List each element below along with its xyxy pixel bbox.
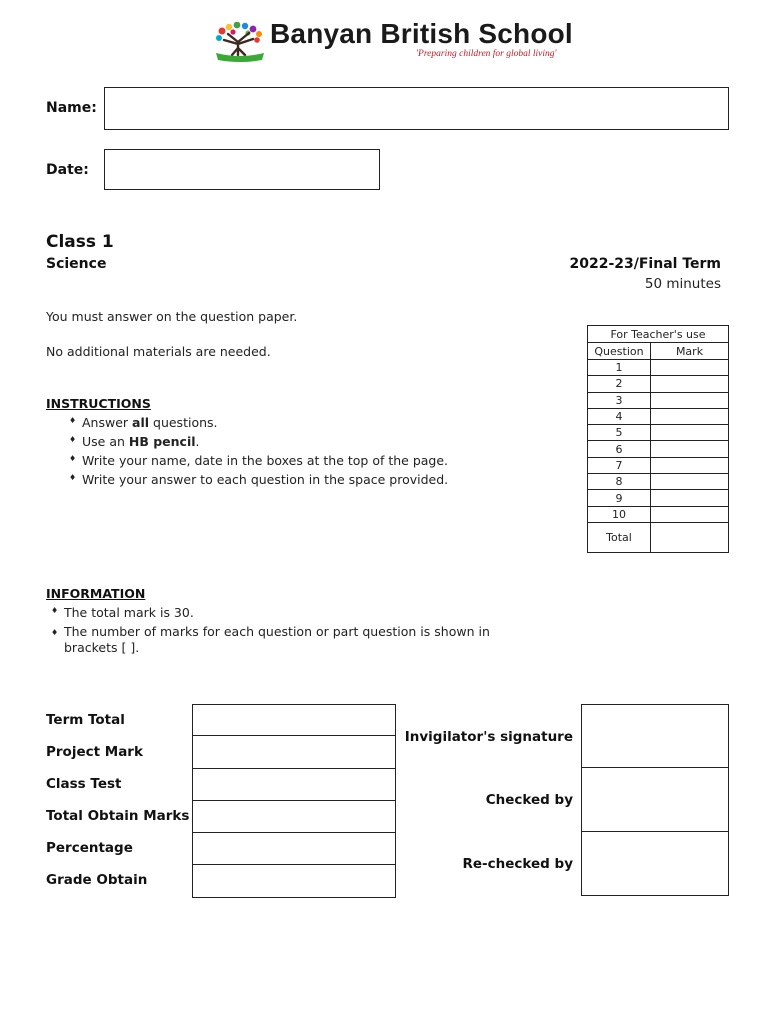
total-obtain-label: Total Obtain Marks — [46, 808, 190, 824]
information-item: ♦ The total mark is 30. — [64, 605, 490, 624]
grade-obtain-field[interactable] — [192, 865, 396, 897]
mark-cell[interactable] — [651, 490, 729, 506]
teacher-table-title: For Teacher's use — [588, 326, 729, 343]
teacher-use-table — [587, 325, 729, 553]
rechecked-by-label: Re-checked by — [462, 856, 573, 872]
information-heading: INFORMATION — [46, 586, 146, 601]
checked-by-field[interactable] — [581, 768, 729, 832]
mark-cell[interactable] — [651, 441, 729, 457]
mark-col-header: Mark — [651, 343, 729, 360]
total-obtain-field[interactable] — [192, 801, 396, 833]
question-number: 3 — [588, 392, 651, 408]
checked-by-label: Checked by — [485, 792, 573, 808]
percentage-label: Percentage — [46, 840, 133, 856]
answer-note: You must answer on the question paper. — [46, 309, 298, 324]
invigilator-label: Invigilator's signature — [404, 729, 573, 745]
mark-cell[interactable] — [651, 360, 729, 376]
school-name: Banyan British School — [270, 18, 573, 49]
instruction-item: ♦ Use an HB pencil. — [82, 434, 448, 453]
information-item: ♦ The number of marks for each question or part question is shown in brackets [ ]. — [64, 624, 490, 658]
question-number: 10 — [588, 506, 651, 522]
question-number: 4 — [588, 408, 651, 424]
question-number: 2 — [588, 376, 651, 392]
project-mark-field[interactable] — [192, 736, 396, 768]
school-logo — [212, 22, 268, 62]
name-label: Name: — [46, 100, 97, 116]
project-mark-label: Project Mark — [46, 744, 143, 760]
name-field[interactable] — [104, 87, 729, 130]
question-number: 6 — [588, 441, 651, 457]
rechecked-by-field[interactable] — [581, 832, 729, 896]
instruction-item: ♦ Write your name, date in the boxes at the top of the page. — [82, 453, 448, 472]
instructions-heading: INSTRUCTIONS — [46, 396, 151, 411]
signature-boxes — [581, 704, 729, 896]
mark-cell[interactable] — [651, 425, 729, 441]
duration-label: 50 minutes — [644, 276, 721, 292]
percentage-field[interactable] — [192, 833, 396, 865]
mark-cell[interactable] — [651, 392, 729, 408]
term-label: 2022-23/Final Term — [569, 256, 721, 272]
mark-cell[interactable] — [651, 376, 729, 392]
instruction-item: ♦ Write your answer to each question in the space provided. — [82, 472, 448, 491]
term-total-field[interactable] — [192, 704, 396, 736]
materials-note: No additional materials are needed. — [46, 344, 271, 359]
mark-cell[interactable] — [651, 457, 729, 473]
mark-cell[interactable] — [651, 474, 729, 490]
question-number: 9 — [588, 490, 651, 506]
mark-cell[interactable] — [651, 506, 729, 522]
class-test-field[interactable] — [192, 769, 396, 801]
class-title: Class 1 — [46, 232, 114, 252]
question-col-header: Question — [588, 343, 651, 360]
instructions-list — [82, 415, 448, 491]
information-list — [64, 605, 490, 658]
question-number: 1 — [588, 360, 651, 376]
marks-boxes — [192, 704, 396, 898]
invigilator-signature-field[interactable] — [581, 704, 729, 768]
class-test-label: Class Test — [46, 776, 122, 792]
subject-title: Science — [46, 256, 107, 272]
mark-cell[interactable] — [651, 408, 729, 424]
question-number: 5 — [588, 425, 651, 441]
grade-obtain-label: Grade Obtain — [46, 872, 148, 888]
date-label: Date: — [46, 162, 89, 178]
question-number: 7 — [588, 457, 651, 473]
total-label: Total — [588, 522, 651, 552]
question-number: 8 — [588, 474, 651, 490]
total-mark-cell[interactable] — [651, 522, 729, 552]
term-total-label: Term Total — [46, 712, 125, 728]
date-field[interactable] — [104, 149, 380, 190]
instruction-item: ♦ Answer all questions. — [82, 415, 448, 434]
school-tagline: 'Preparing children for global living' — [416, 49, 557, 59]
